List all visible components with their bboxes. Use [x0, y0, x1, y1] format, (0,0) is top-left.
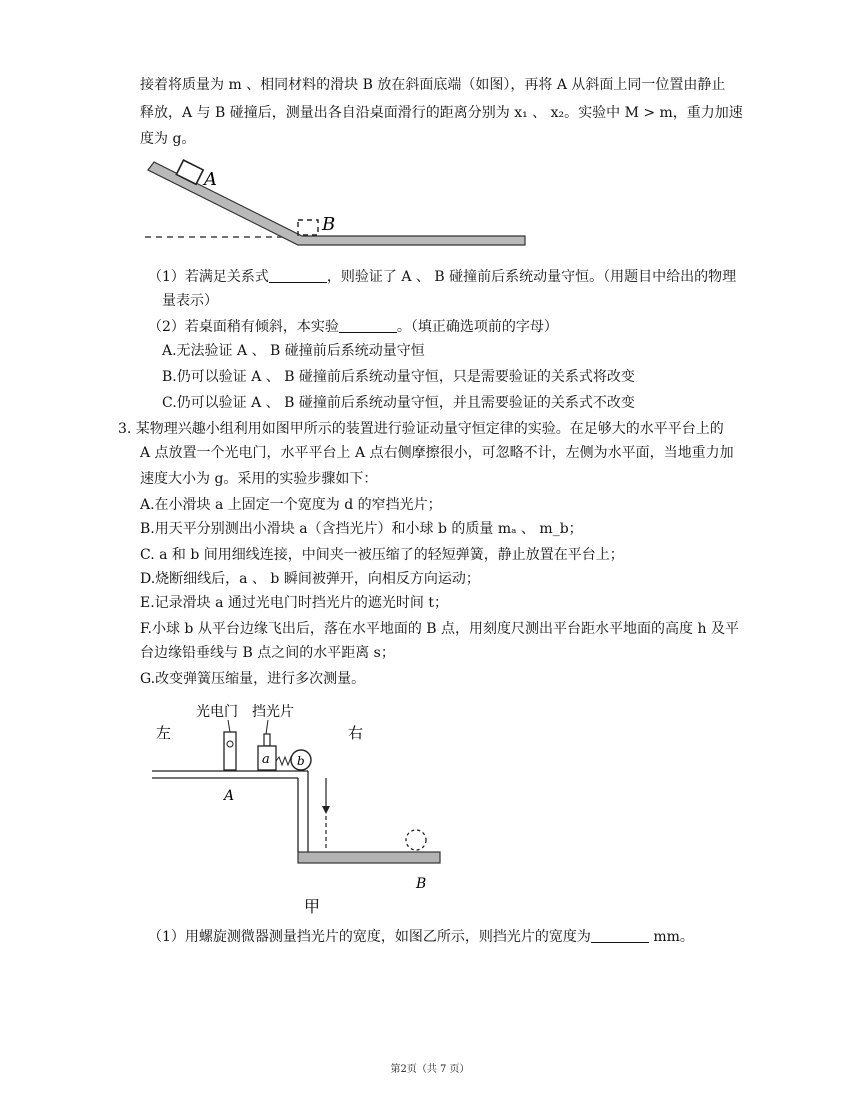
- q2-sub1-line: [148, 264, 736, 290]
- landing-ball: [406, 830, 426, 850]
- q2-option-c: C.仍可以验证 A 、 B 碰撞前后系统动量守恒，并且需要验证的关系式不改变: [162, 395, 635, 411]
- intro-line-3: 度为 g。: [140, 131, 196, 147]
- ground-floor: [298, 852, 440, 863]
- figure-caption: 甲: [304, 897, 321, 916]
- q3-step-g: G.改变弹簧压缩量，进行多次测量。: [140, 671, 366, 687]
- q3-step-e: E.记录滑块 a 通过光电门时挡光片的遮光时间 t；: [140, 595, 448, 611]
- q3-line-1: 3. 某物理兴趣小组利用如图甲所示的装置进行验证动量守恒定律的实验。在足够大的水平平台上的: [118, 421, 724, 437]
- apparatus-figure: [148, 694, 448, 920]
- label-point-a: A: [224, 788, 235, 804]
- q2-sub1-answer-blank[interactable]: [269, 268, 327, 283]
- label-right: 右: [348, 724, 364, 742]
- q2-sub1-suffix: ，则验证了 A 、 B 碰撞前后系统动量守恒。（用题目中给出的物理: [326, 269, 737, 285]
- intro-line-1: 接着将质量为 m 、相同材料的滑块 B 放在斜面底端（如图），再将 A 从斜面上同一位置由静止: [140, 77, 726, 93]
- q3-step-b: B.用天平分别测出小滑块 a（含挡光片）和小球 b 的质量 mₐ 、 m_b；: [140, 521, 583, 537]
- block-b: [298, 220, 318, 235]
- label-shutter: 挡光片: [252, 704, 294, 720]
- q2-option-a: A.无法验证 A 、 B 碰撞前后系统动量守恒: [162, 343, 425, 359]
- q3-step-d: D.烧断细线后，a 、 b 瞬间被弹开，向相反方向运动；: [140, 571, 480, 587]
- q2-sub1-prefix: （1）若满足关系式: [148, 269, 269, 285]
- photogate-icon: [224, 732, 236, 770]
- page-footer: 第2页（共 7 页）: [390, 1064, 470, 1075]
- q2-sub2-suffix: 。（填正确选项前的字母）: [396, 319, 558, 335]
- label-left: 左: [156, 724, 172, 742]
- label-slider-a: a: [262, 752, 270, 767]
- q2-sub2-answer-blank[interactable]: [339, 318, 397, 333]
- q3-line-2: A 点放置一个光电门，水平平台上 A 点右侧摩擦很小，可忽略不计，左侧为水平面，当地重力加: [140, 445, 734, 461]
- q2-option-b: B.仍可以验证 A 、 B 碰撞前后系统动量守恒，只是需要验证的关系式将改变: [162, 369, 635, 385]
- q2-sub2-line: [148, 314, 558, 340]
- q3-step-f-line-2: 台边缘铅垂线与 B 点之间的水平距离 s；: [140, 645, 395, 661]
- q3-sub1-prefix: （1）用螺旋测微器测量挡光片的宽度，如图乙所示，则挡光片的宽度为: [148, 929, 591, 945]
- q3-step-c: C. a 和 b 间用细线连接，中间夹一被压缩了的轻短弹簧，静止放置在平台上；: [140, 547, 624, 563]
- photogate-pointer: [228, 720, 230, 732]
- q2-sub2-prefix: （2）若桌面稍有倾斜，本实验: [148, 319, 339, 335]
- label-a: A: [204, 169, 217, 190]
- shutter-plate: [264, 734, 270, 746]
- intro-line-2: 释放，A 与 B 碰撞后，测量出各自沿桌面滑行的距离分别为 x₁ 、 x₂。实验中 M > m，重力加速: [140, 105, 743, 121]
- incline-figure: [140, 158, 540, 258]
- label-photogate: 光电门: [196, 704, 238, 720]
- q3-line-3: 速度大小为 g。采用的实验步骤如下：: [140, 471, 378, 487]
- label-ball-b: b: [297, 754, 305, 768]
- q3-step-f-line-1: F.小球 b 从平台边缘飞出后，落在水平地面的 B 点，用刻度尺测出平台距水平地面的高度 h 及平: [140, 621, 739, 637]
- q3-sub1-answer-blank[interactable]: [591, 928, 649, 943]
- shutter-pointer: [266, 720, 268, 734]
- q3-step-a: A.在小滑块 a 上固定一个宽度为 d 的窄挡光片；: [140, 497, 442, 513]
- q2-sub1-cont: 量表示）: [162, 293, 218, 309]
- label-b: B: [322, 214, 336, 235]
- q3-sub1-line: [148, 924, 694, 950]
- label-point-b: B: [416, 876, 427, 892]
- q3-sub1-unit: mm。: [648, 929, 694, 945]
